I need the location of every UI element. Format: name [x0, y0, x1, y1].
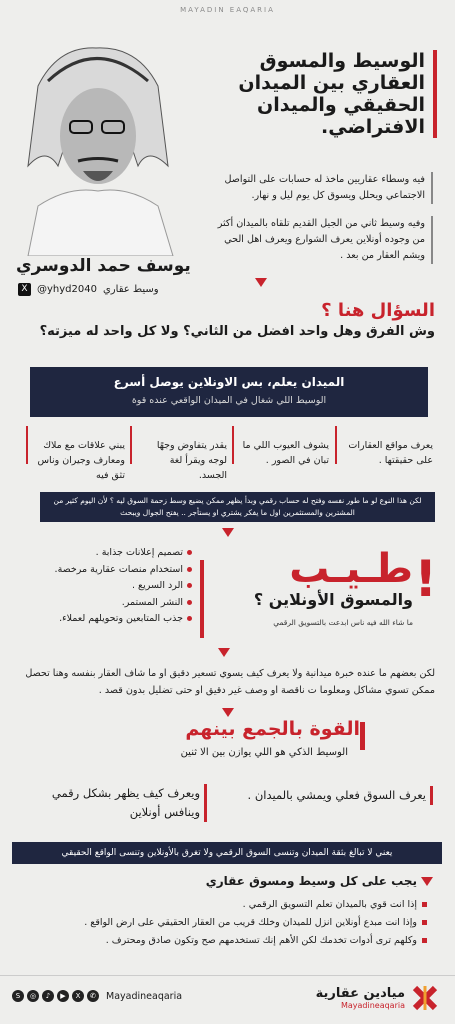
author-handle[interactable]: @yhyd2040 — [37, 284, 97, 295]
logo-text-ar: ميادين عقارية — [315, 986, 405, 1001]
question-title: السؤال هنا ؟ — [321, 300, 435, 321]
online-tayyib: طـيـب — [289, 546, 413, 592]
online-warning-paragraph: لكن بعضهم ما عنده خبرة ميدانية ولا يعرف كيف يسوي تسعير دقيق او ما شاف العقار بنفسه وهنا تحصل ممكن تسوي مشاكل ومعلوما ت ناقصة او وصف غير دقيق او حتى تضليل بدون قصد . — [25, 668, 435, 696]
question-subtitle: وش الفرق وهل واحد افضل من الثاني؟ ولا كل واحد له ميزته؟ — [39, 324, 435, 339]
power-subtitle: الوسيط الذكي هو اللي يوازن بين الا ثنين — [180, 747, 348, 758]
list-item: استخدام منصات عقارية مرخصة. — [22, 562, 192, 579]
x-logo-icon[interactable]: X — [72, 990, 84, 1002]
online-title: والمسوق الأونلاين ؟ — [253, 590, 413, 609]
bullet-icon — [187, 550, 192, 555]
x-logo-icon: X — [18, 283, 31, 296]
arrow-down-icon — [222, 708, 234, 717]
divider — [0, 975, 455, 976]
logo-text-en: Mayadineaqaria — [340, 1001, 405, 1010]
youtube-icon[interactable]: ▶ — [57, 990, 69, 1002]
page-title: الوسيط والمسوق العقاري بين الميدان الحقيقي والميدان الافتراضي. — [185, 50, 437, 138]
list-item: وكلهم ترى أدوات تخدمك لكن الأهم إنك تستخدمهم صح وتكون صادق ومحترف . — [57, 932, 427, 950]
field-banner — [30, 367, 428, 417]
field-banner-title: الميدان يعلم، بس الاونلاين يوصل أسرع — [113, 375, 345, 389]
must-title: يجب على كل وسيط ومسوق عقاري — [206, 874, 433, 888]
arrow-down-icon — [421, 877, 433, 886]
field-note: لكن هذا النوع لو ما طور نفسه وفتح له حساب رقمي وبدأ يظهر ممكن يضيع وسط زحمة السوق ليه ؟ لأن اليوم كثير من المشترين والمستثمرين اول ما يفكر يشتري او يستأجر .. يفتح الجوال ويبحث — [40, 492, 435, 522]
field-point: يعرف مواقع العقارات على حقيقتها . — [348, 440, 433, 466]
online-caption: ما شاء الله فيه ناس ابدعت بالتسويق الرقمي — [273, 618, 413, 627]
field-point: يشوف العيوب اللي ما تبان في الصور . — [242, 440, 329, 466]
list-item: وإذا انت مبدع أونلاين انزل للميدان وخلك قريب من العقار الحقيقي على ارض الواقع . — [57, 914, 427, 932]
bullet-icon — [187, 616, 192, 621]
field-point: يبني علاقات مع ملاك ومعارف وجيران وناس تثق فيه — [37, 440, 125, 481]
divider — [360, 722, 365, 750]
author-meta — [18, 283, 159, 296]
list-item: الرد السريع . — [22, 578, 192, 595]
bullet-icon — [187, 583, 192, 588]
list-item: النشر المستمر. — [22, 595, 192, 612]
bullet-icon — [187, 600, 192, 605]
whatsapp-icon[interactable]: ✆ — [87, 990, 99, 1002]
online-bullets — [22, 545, 192, 628]
intro-paragraph-2: وفيه وسيط ثاني من الجيل القديم تلقاه بالميدان أكثر من وجوده أونلاين يعرف الشوارع ويعرف اهل الحي ويشم العقار من بعد . — [217, 216, 433, 264]
bullet-icon — [422, 938, 427, 943]
pair-online: ويعرف كيف يظهر بشكل رقمي وينافس أونلاين — [30, 784, 207, 822]
field-point: يقدر يتفاوض وجهًا لوجه ويقرأ لغة الجسد. — [156, 440, 227, 481]
divider — [232, 426, 234, 464]
list-item: تصميم إعلانات جذابة . — [22, 545, 192, 562]
author-role: وسيط عقاري — [102, 284, 159, 295]
brand-logo — [316, 984, 439, 1012]
list-item: إذا انت قوي بالميدان تعلم التسويق الرقمي . — [57, 896, 427, 914]
divider — [200, 560, 204, 638]
must-list — [57, 896, 427, 950]
divider — [335, 426, 337, 464]
power-title: القوة بالجمع بينهم — [185, 718, 360, 740]
arrow-down-icon — [218, 648, 230, 657]
exclamation-icon: ! — [414, 550, 437, 608]
arrow-down-icon — [222, 528, 234, 537]
author-portrait — [8, 26, 184, 256]
social-links — [12, 990, 182, 1002]
pair-field: يعرف السوق فعلي ويمشي بالميدان . — [246, 786, 433, 805]
divider — [130, 426, 132, 464]
bullet-icon — [187, 567, 192, 572]
instagram-icon[interactable]: ◎ — [27, 990, 39, 1002]
bullet-icon — [422, 902, 427, 907]
field-banner-subtitle: الوسيط اللي شغال في الميدان الواقعي عنده قوة — [131, 395, 327, 406]
brand-header: MAYADIN EAQARIA — [180, 6, 275, 14]
footer-handle[interactable]: Mayadineaqaria — [106, 990, 183, 1002]
summary-banner: يعني لا تبالغ بثقة الميدان وتنسى السوق الرقمي ولا تغرق بالأونلاين وتنسى الواقع الحقيقي — [12, 842, 442, 864]
author-name: يوسف حمد الدوسري — [16, 256, 191, 276]
tiktok-icon[interactable]: ♪ — [42, 990, 54, 1002]
list-item: جذب المتابعين وتحويلهم لعملاء. — [22, 611, 192, 628]
divider — [26, 426, 28, 464]
intro-paragraph-1: فيه وسطاء عقاريين ماخذ له حسابات على التواصل الاجتماعي ويحلل ويسوق كل يوم ليل و نهار. — [217, 172, 433, 204]
logo-icon — [411, 984, 439, 1012]
bullet-icon — [422, 920, 427, 925]
arrow-down-icon — [255, 278, 267, 287]
snapchat-icon[interactable]: S — [12, 990, 24, 1002]
